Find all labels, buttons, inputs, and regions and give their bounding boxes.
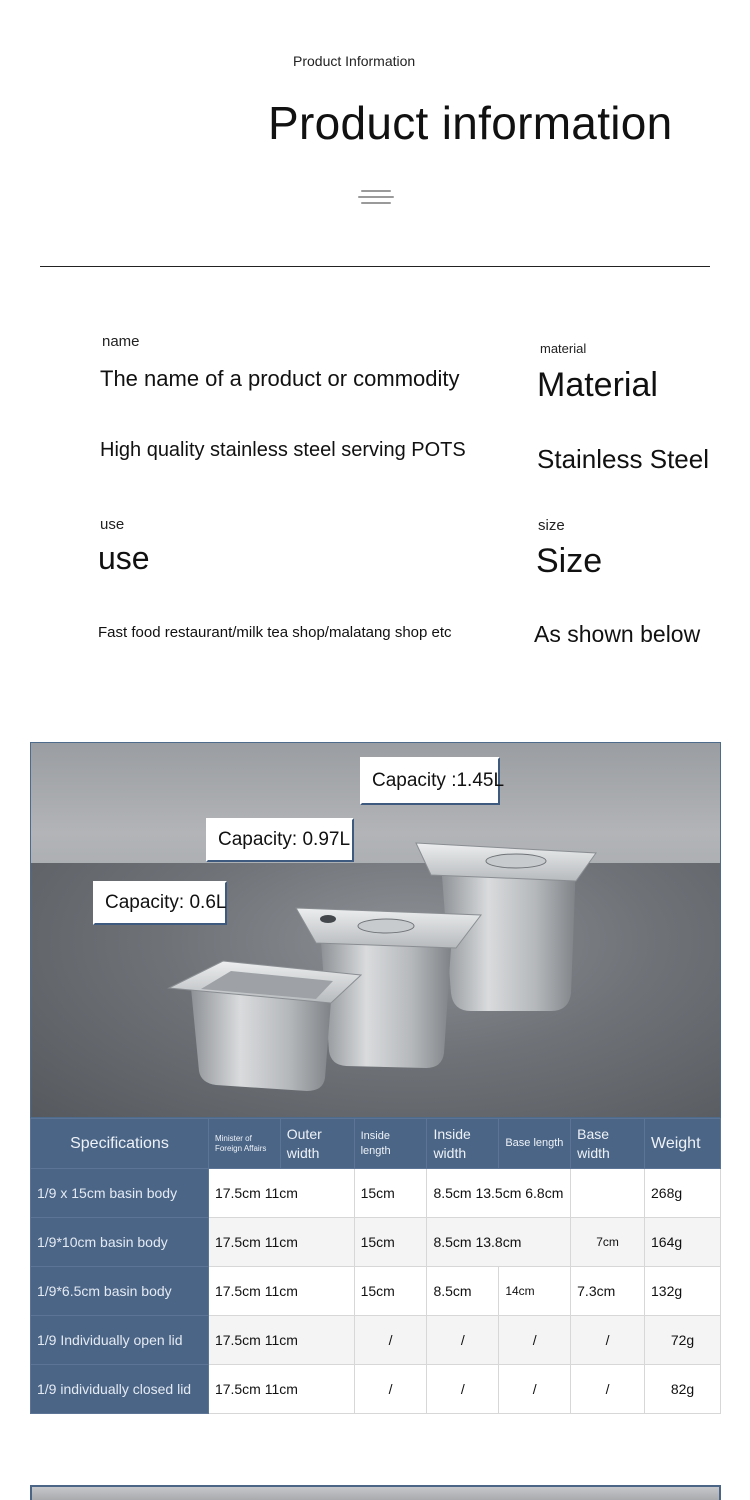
- capacity-callout-small: [93, 881, 227, 925]
- row-inside-length: /: [354, 1316, 427, 1365]
- use-value: Fast food restaurant/milk tea shop/malatang shop etc: [98, 624, 452, 641]
- row-weight: 268g: [645, 1169, 721, 1218]
- size-value: As shown below: [534, 621, 701, 647]
- size-heading: Size: [536, 542, 603, 580]
- row-dims: 17.5cm 11cm: [208, 1218, 354, 1267]
- row-inside-dims: 8.5cm 13.5cm 6.8cm: [427, 1169, 571, 1218]
- capacity-small-text: Capacity: 0.6L: [105, 892, 227, 913]
- capacity-callout-large: [360, 757, 505, 805]
- header-outer-width: Outer width: [280, 1119, 354, 1169]
- header-inside-length: Inside length: [354, 1119, 427, 1169]
- row-name: 1/9*6.5cm basin body: [31, 1267, 209, 1316]
- row-base-length: 14cm: [499, 1267, 571, 1316]
- table-row: [31, 1169, 721, 1218]
- table-row: [31, 1316, 721, 1365]
- row-inside-length: 15cm: [354, 1218, 427, 1267]
- product-photo: [30, 742, 721, 1118]
- row-inside-dims: /: [427, 1316, 499, 1365]
- page-title: Product information: [268, 97, 673, 149]
- row-weight: 82g: [645, 1365, 721, 1414]
- name-heading: The name of a product or commodity: [100, 366, 460, 391]
- row-inside-length: 15cm: [354, 1267, 427, 1316]
- use-label: use: [100, 516, 125, 533]
- row-name: 1/9 individually closed lid: [31, 1365, 209, 1414]
- row-name: 1/9 x 15cm basin body: [31, 1169, 209, 1218]
- header-base-length: Base length: [499, 1119, 571, 1169]
- row-name: 1/9 Individually open lid: [31, 1316, 209, 1365]
- row-base-width: /: [571, 1365, 645, 1414]
- size-label: size: [538, 517, 565, 534]
- row-base-length: /: [499, 1316, 571, 1365]
- row-base-length: /: [499, 1365, 571, 1414]
- row-inside-length: /: [354, 1365, 427, 1414]
- row-dims: 17.5cm 11cm: [208, 1169, 354, 1218]
- next-photo-strip: [30, 1485, 721, 1500]
- row-dims: 17.5cm 11cm: [208, 1316, 354, 1365]
- header-weight: Weight: [645, 1119, 721, 1169]
- row-base-width: 7cm: [571, 1218, 645, 1267]
- name-value: High quality stainless steel serving POTS: [100, 439, 466, 461]
- row-dims: 17.5cm 11cm: [208, 1365, 354, 1414]
- row-inside-dims: 8.5cm 13.8cm: [427, 1218, 571, 1267]
- header-specifications: Specifications: [31, 1119, 209, 1169]
- small-title: Product Information: [293, 53, 416, 69]
- row-inside-dims: 8.5cm: [427, 1267, 499, 1316]
- menu-lines-icon: [358, 188, 394, 206]
- spec-table: [30, 1118, 721, 1414]
- table-header-row: [31, 1119, 721, 1169]
- row-weight: 132g: [645, 1267, 721, 1316]
- row-weight: 72g: [645, 1316, 721, 1365]
- row-weight: 164g: [645, 1218, 721, 1267]
- table-row: [31, 1365, 721, 1414]
- material-heading: Material: [537, 366, 658, 404]
- use-heading: use: [98, 540, 150, 576]
- capacity-large-text: Capacity :1.45L: [372, 770, 505, 791]
- material-value: Stainless Steel: [537, 444, 709, 474]
- header-inside-width: Inside width: [427, 1119, 499, 1169]
- row-dims: 17.5cm 11cm: [208, 1267, 354, 1316]
- header-ministry: Minister of Foreign Affairs: [208, 1119, 280, 1169]
- row-base-width: 7.3cm: [571, 1267, 645, 1316]
- divider: [40, 266, 710, 267]
- capacity-medium-text: Capacity: 0.97L: [218, 829, 351, 850]
- row-name: 1/9*10cm basin body: [31, 1218, 209, 1267]
- row-base-width: [571, 1169, 645, 1218]
- row-inside-dims: /: [427, 1365, 499, 1414]
- capacity-callout-medium: [206, 818, 354, 862]
- row-inside-length: 15cm: [354, 1169, 427, 1218]
- row-base-width: /: [571, 1316, 645, 1365]
- name-label: name: [102, 333, 140, 350]
- material-label: material: [540, 341, 587, 356]
- table-row: [31, 1218, 721, 1267]
- table-row: [31, 1267, 721, 1316]
- header-base-width: Base width: [571, 1119, 645, 1169]
